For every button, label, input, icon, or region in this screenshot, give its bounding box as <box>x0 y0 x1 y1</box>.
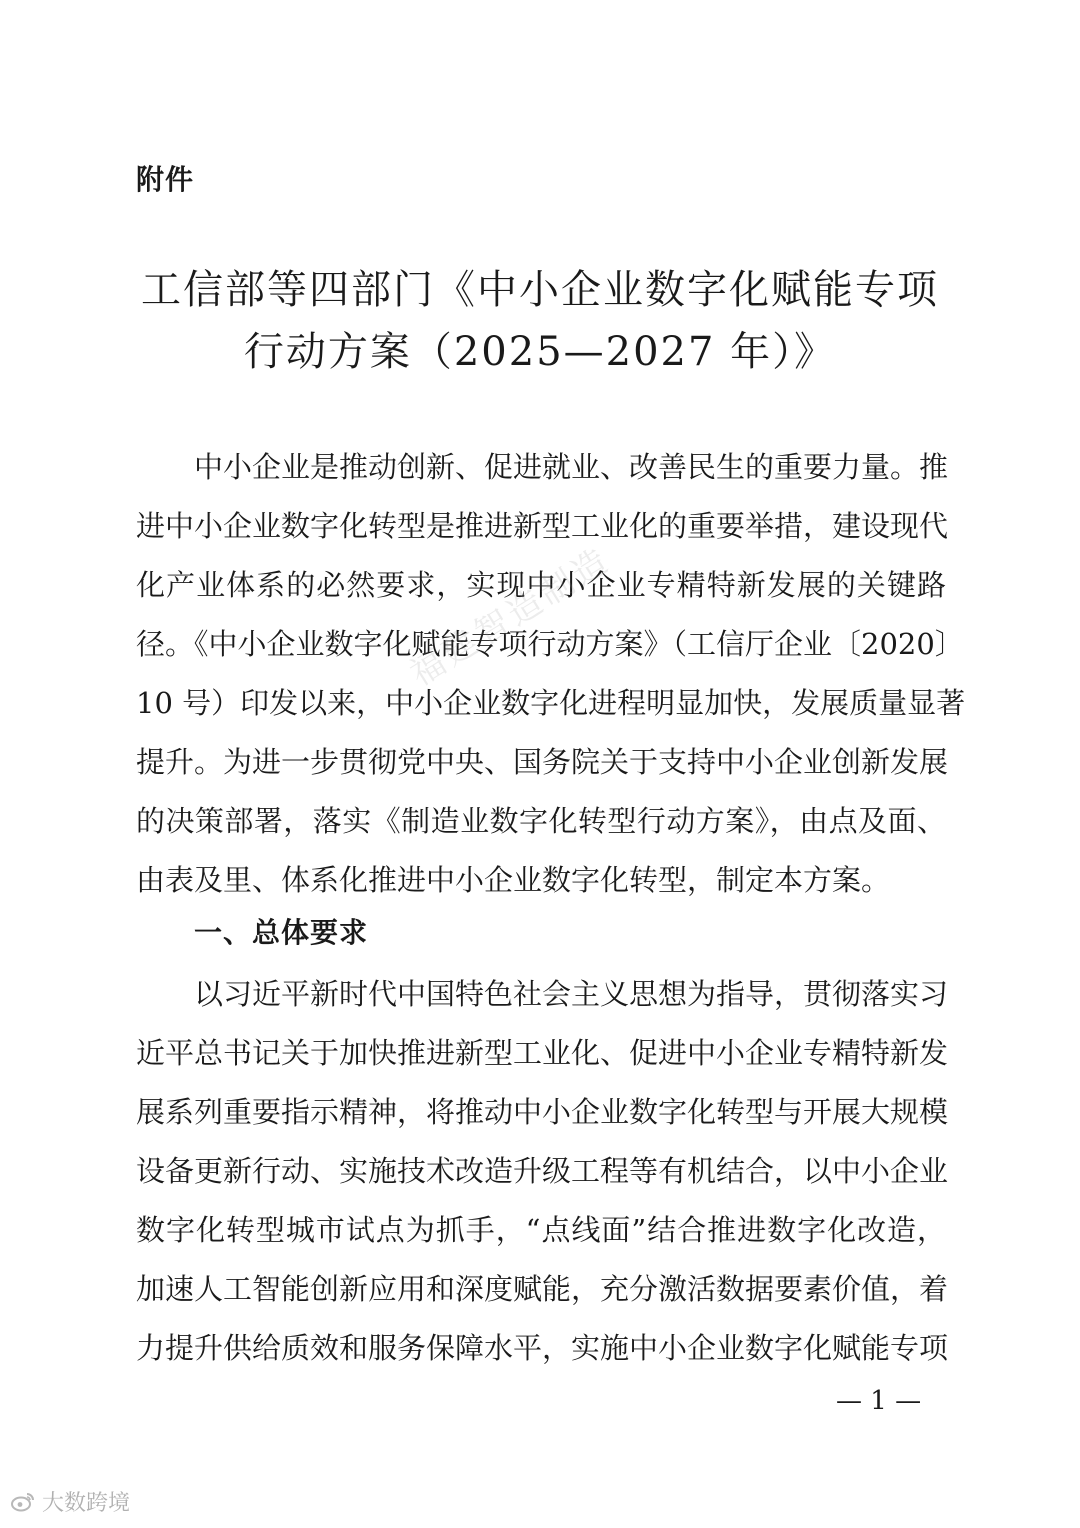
source-watermark <box>10 1486 130 1517</box>
section-heading: 一、总体要求 <box>194 916 369 949</box>
text-line: 10 号）印发以来，中小企业数字化进程明显加快，发展质量显著 <box>136 686 966 720</box>
page-number: — 1 — <box>836 1386 922 1416</box>
text-line: 的决策部署，落实《制造业数字化转型行动方案》，由点及面、 <box>136 804 946 838</box>
document-title-line-1: 工信部等四部门《中小企业数字化赋能专项 <box>141 267 939 313</box>
text-line: 化产业体系的必然要求，实现中小企业专精特新发展的关键路 <box>136 568 946 602</box>
document-title-line-2: 行动方案（2025—2027 年）》 <box>243 329 837 375</box>
text-line: 数字化转型城市试点为抓手，“点线面”结合推进数字化改造， <box>136 1213 946 1247</box>
text-line: 近平总书记关于加快推进新型工业化、促进中小企业专精特新发 <box>136 1036 949 1070</box>
source-watermark-text: 大数跨境 <box>42 1491 131 1516</box>
text-line: 设备更新行动、实施技术改造升级工程等有机结合，以中小企业 <box>136 1154 949 1188</box>
watermark: 福建智造制造 <box>403 539 618 695</box>
text-line: 力提升供给质效和服务保障水平，实施中小企业数字化赋能专项 <box>136 1331 949 1365</box>
text-line: 进中小企业数字化转型是推进新型工业化的重要举措，建设现代 <box>136 509 949 543</box>
weibo-icon <box>10 1491 36 1513</box>
text-line: 径。《中小企业数字化赋能专项行动方案》（工信厅企业〔2020〕 <box>136 627 964 661</box>
text-line: 以习近平新时代中国特色社会主义思想为指导，贯彻落实习 <box>194 977 949 1011</box>
attachment-label: 附件 <box>136 163 195 196</box>
text-line: 中小企业是推动创新、促进就业、改善民生的重要力量。推 <box>194 450 949 484</box>
text-line: 加速人工智能创新应用和深度赋能，充分激活数据要素价值，着 <box>136 1272 949 1306</box>
text-line: 提升。为进一步贯彻党中央、国务院关于支持中小企业创新发展 <box>136 745 949 779</box>
text-line: 由表及里、体系化推进中小企业数字化转型，制定本方案。 <box>136 863 891 897</box>
text-line: 展系列重要指示精神，将推动中小企业数字化转型与开展大规模 <box>136 1095 949 1129</box>
